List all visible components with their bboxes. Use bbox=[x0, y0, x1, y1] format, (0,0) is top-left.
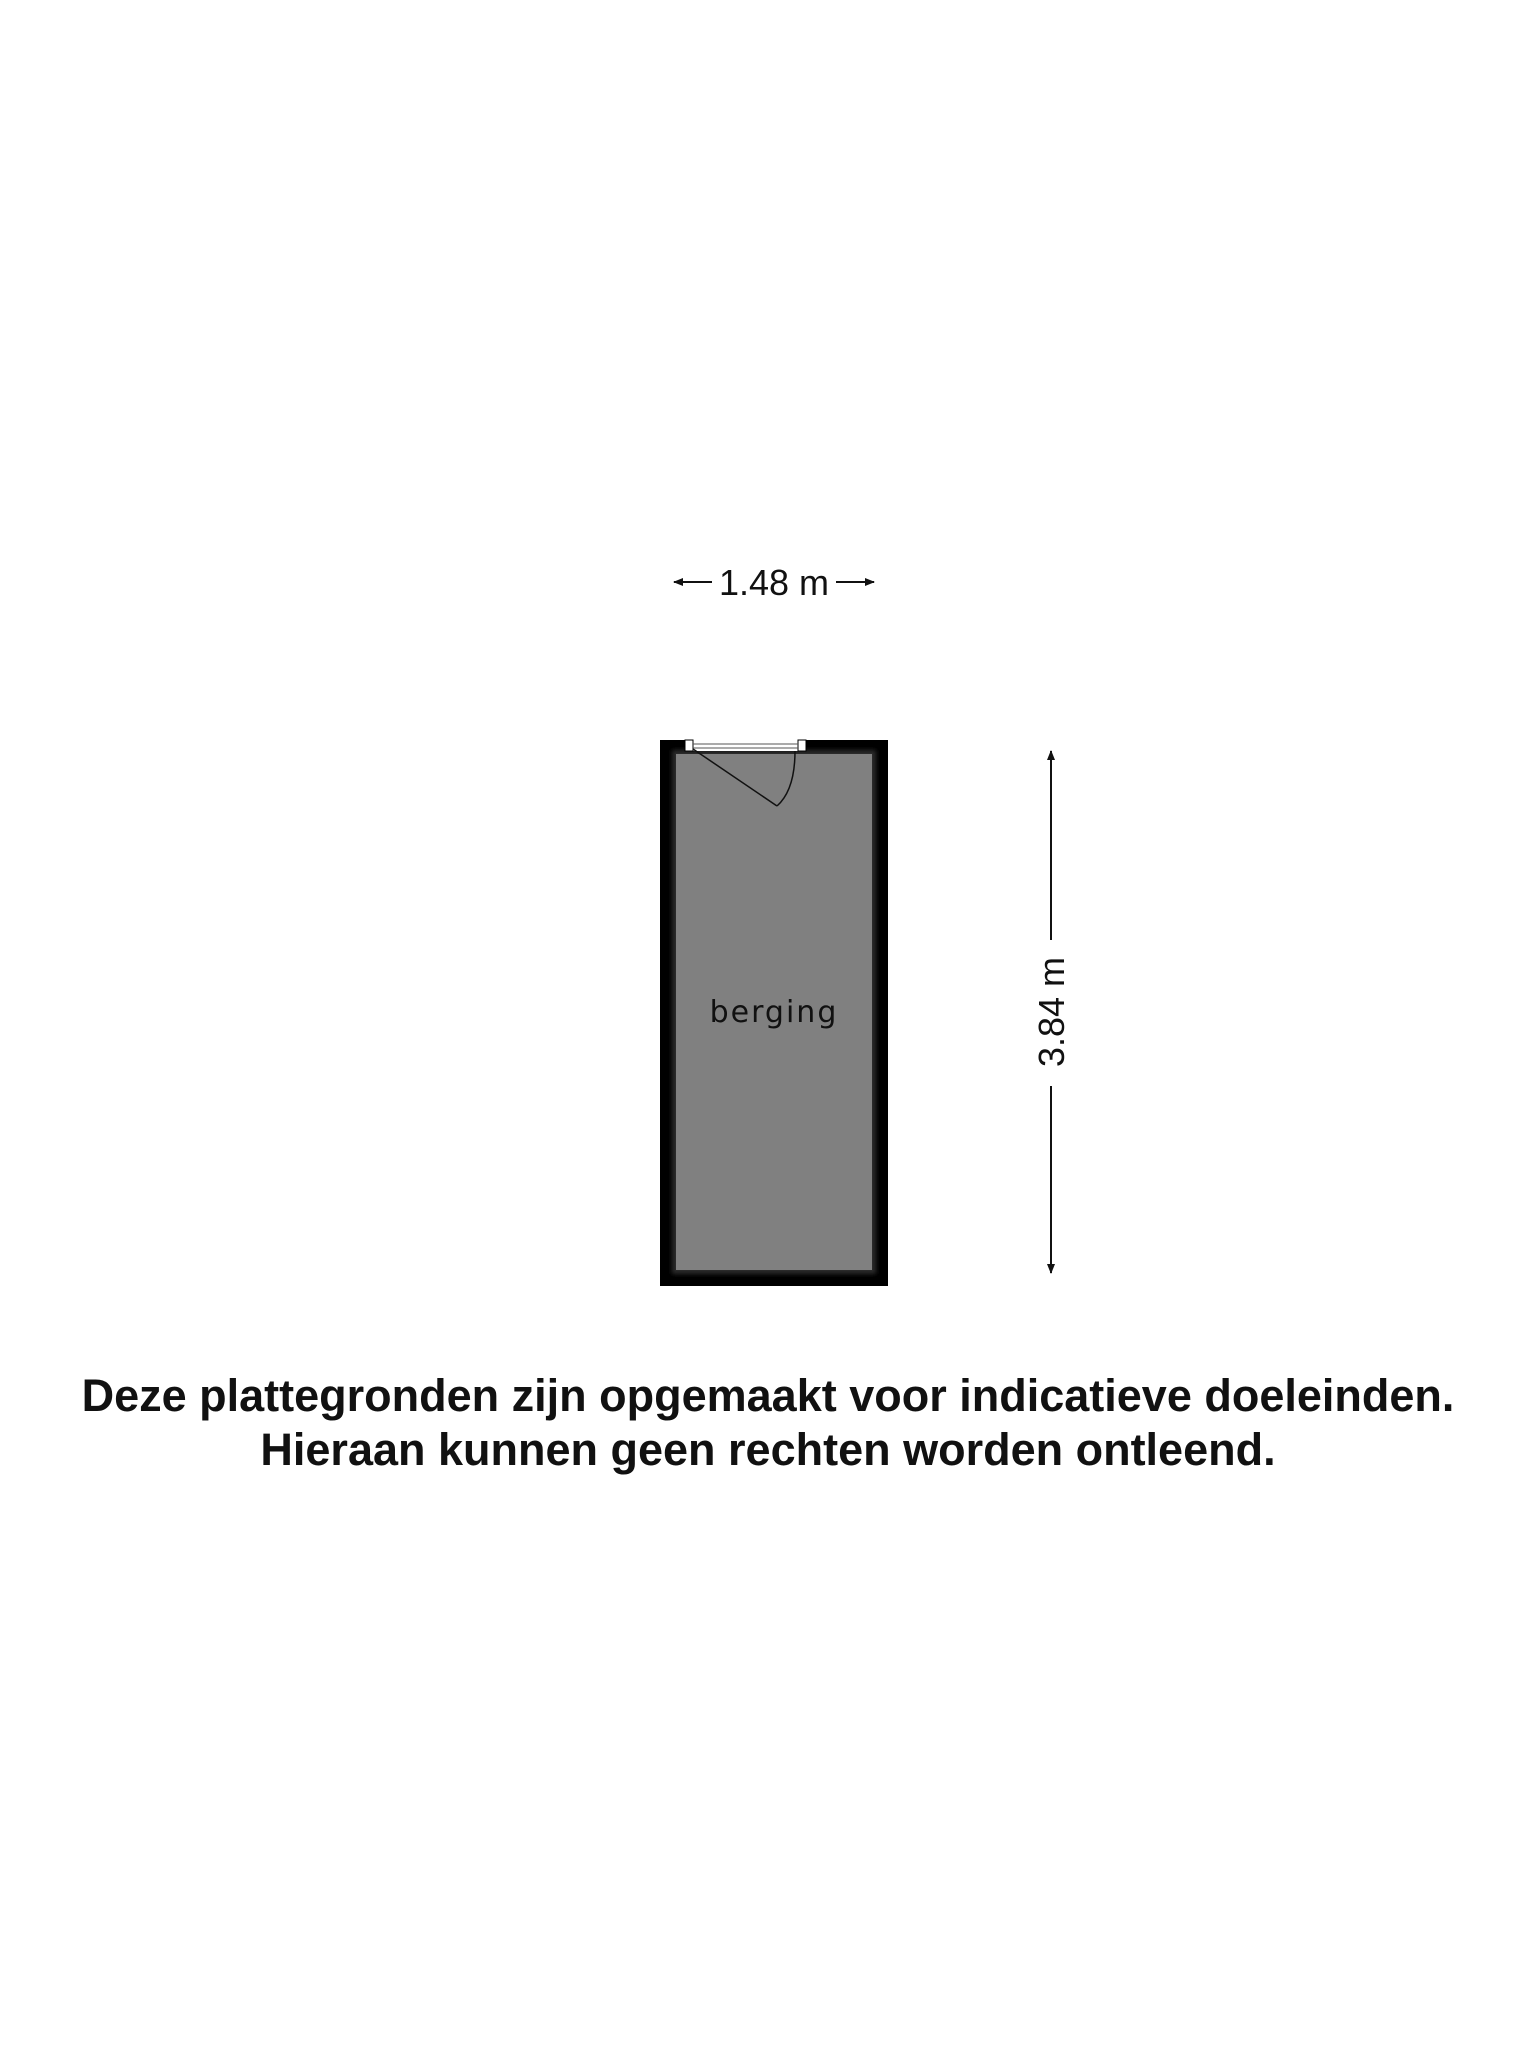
door-jamb-left bbox=[685, 740, 693, 751]
height-dimension bbox=[1031, 751, 1072, 1273]
height-label: 3.84 m bbox=[1031, 956, 1072, 1068]
width-dimension bbox=[674, 562, 874, 603]
room-berging bbox=[660, 740, 888, 1286]
width-label: 1.48 m bbox=[718, 562, 830, 603]
disclaimer-line-2: Hieraan kunnen geen rechten worden ontleend. bbox=[260, 1424, 1276, 1475]
disclaimer-line-1: Deze plattegronden zijn opgemaakt voor indicatieve doeleinden. bbox=[81, 1370, 1455, 1421]
room-label: berging bbox=[709, 995, 839, 1030]
door-opening bbox=[693, 740, 806, 751]
door-jamb-right bbox=[798, 740, 806, 751]
